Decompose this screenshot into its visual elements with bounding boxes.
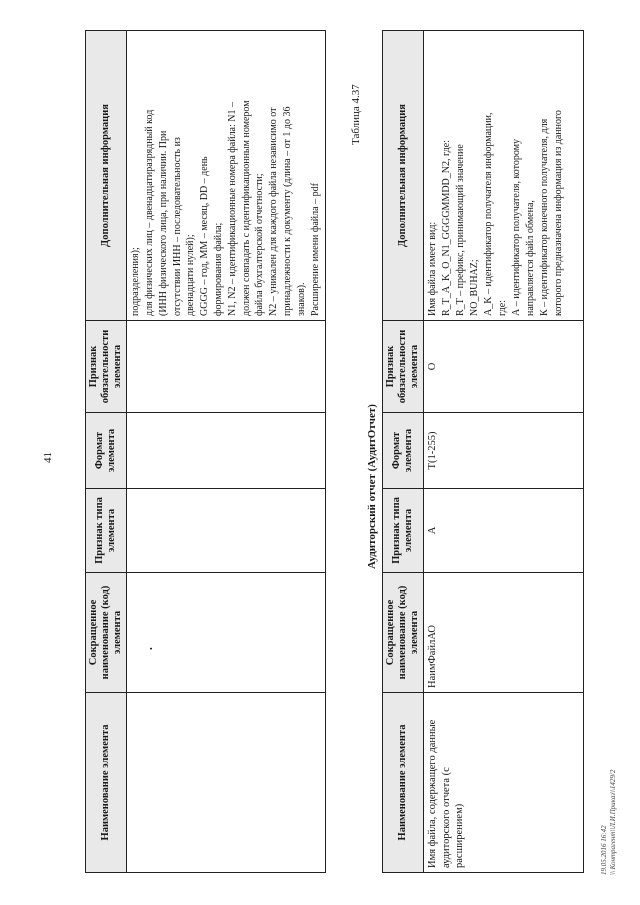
info-line: NO_BUHAZ; (469, 259, 481, 316)
info-line: отсутствии ИНН – последовательность из (171, 137, 183, 316)
header-type: Признак типа элемента (86, 489, 127, 573)
table-title: Аудиторский отчет (АудитОтчет) (366, 404, 378, 569)
name-line: Имя файла, содержащего данные (427, 719, 439, 868)
info-line: К – идентификатор конечного получателя, для (539, 118, 551, 316)
name-line: аудиторского отчета (с (440, 767, 452, 868)
header-info: Дополнительная информация (383, 31, 424, 321)
info-line: (ИНН физического лица, при наличии. При (157, 130, 169, 316)
cell-type: А (424, 489, 584, 573)
info-line: знаков). (295, 282, 307, 316)
info-line: направляется файл обмена, (525, 200, 537, 316)
info-line: формирования файла; (212, 222, 224, 316)
cell-required (127, 321, 326, 413)
header-format: Формат элемента (383, 413, 424, 489)
header-required: Признак обязательности элемента (383, 321, 424, 413)
info-line: R_T – префикс, принимающий значение (455, 144, 467, 316)
table-label: Таблица 4.37 (350, 84, 362, 145)
stray-mark: • (147, 647, 157, 650)
header-name: Наименование элемента (383, 693, 424, 873)
cell-type (127, 489, 326, 573)
info-line: должен совпадать с идентификационным номером (240, 100, 252, 316)
info-line: А – идентификатор получателя, которому (511, 138, 523, 316)
info-line: R_T_A_K_O_N1_GGGGMMDD_N2, где: (441, 140, 453, 316)
cell-code (127, 573, 326, 693)
info-line: подразделения); (130, 247, 142, 316)
footer-stamp (600, 770, 618, 875)
header-type: Признак типа элемента (383, 489, 424, 573)
cell-format (127, 413, 326, 489)
info-line: A_K – идентификатор получателя информации, (483, 112, 495, 316)
table-continuation (85, 30, 326, 873)
info-line: которого предназначена информация из данного (553, 110, 565, 316)
header-code: Сокращенное наименование (код) элемента (383, 573, 424, 693)
footer-line: \\ Контрагент\\Л.И.Приказ\\1429/2 (608, 769, 617, 875)
table-header-row (86, 31, 127, 873)
header-required: Признак обязательности элемента (86, 321, 127, 413)
info-line: файла бухгалтерской отчетности; (254, 173, 266, 316)
table-row (424, 31, 584, 873)
header-name: Наименование элемента (86, 693, 127, 873)
info-line: Расширение имени файла – pdf (309, 183, 321, 316)
info-line: для физических лиц – двенадцатиразрядный код (143, 109, 155, 316)
info-line: GGGG – год, MM – месяц, DD – день (199, 156, 211, 316)
cell-info (127, 31, 326, 321)
cell-format: T(1-255) (424, 413, 584, 489)
info-line: Имя файла имеет вид: (427, 221, 439, 316)
header-code: Сокращенное наименование (код) элемента (86, 573, 127, 693)
info-line: N2 – уникален для каждого файла независимо от (268, 107, 280, 316)
cell-code: НаимФайлАО (424, 573, 584, 693)
name-line: расширением) (454, 803, 466, 868)
header-info: Дополнительная информация (86, 31, 127, 321)
table-audit-report (382, 30, 584, 873)
cell-required: О (424, 321, 584, 413)
cell-name (127, 693, 326, 873)
info-line: принадлежности к документу (длина – от 1 до 36 (281, 106, 293, 316)
info-line: где: (497, 300, 509, 316)
info-line: двенадцати нулей); (185, 234, 197, 316)
cell-name (424, 693, 584, 873)
cell-info (424, 31, 584, 321)
table-row (127, 31, 326, 873)
table-header-row (383, 31, 424, 873)
header-format: Формат элемента (86, 413, 127, 489)
page-number: 41 (42, 452, 54, 463)
info-line: N1, N2 – идентификационные номера файла: N1 – (226, 102, 238, 316)
footer-line: 19.05.2016 16:42 (600, 825, 608, 875)
